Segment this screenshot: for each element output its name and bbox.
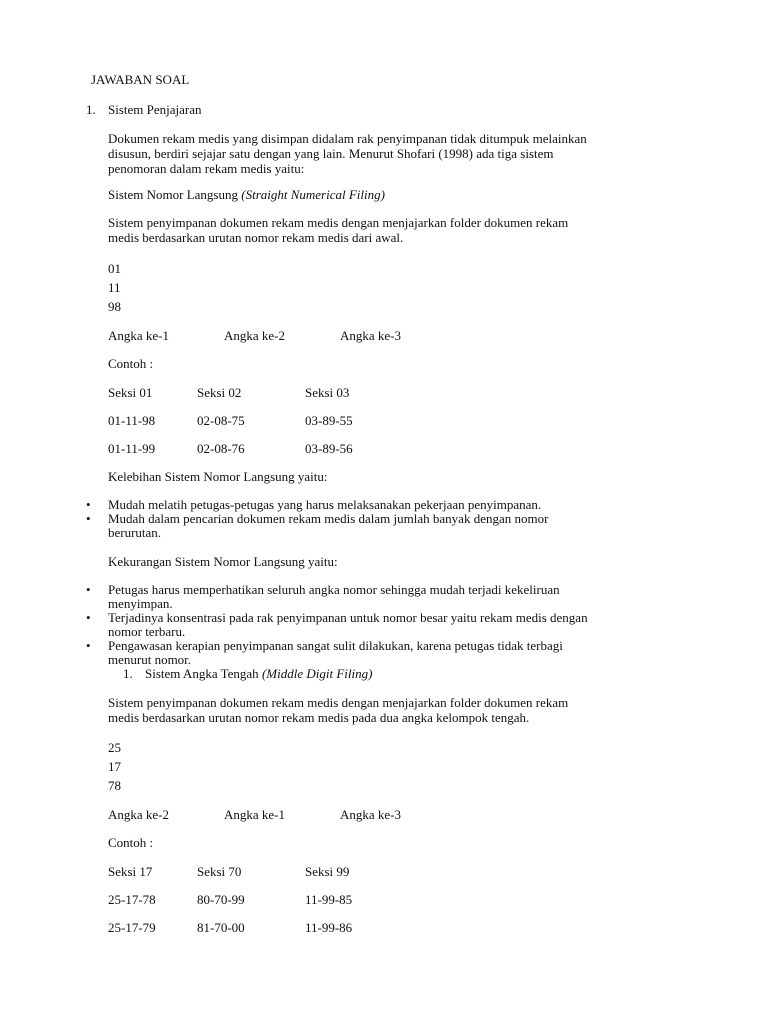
digit-label: Angka ke-2: [224, 328, 286, 343]
subsection-heading-italic: (Straight Numerical Filing): [241, 187, 385, 202]
section-heading: [145, 666, 372, 681]
table-header-cell: Seksi 70: [197, 864, 242, 879]
digit-label: Angka ke-3: [340, 328, 402, 343]
disadvantage-item-continued: menyimpan.: [108, 596, 173, 611]
disadvantage-item: Petugas harus memperhatikan seluruh angka nomor sehingga mudah terjadi kekeliruan: [108, 582, 560, 597]
table-cell: 01-11-99: [108, 441, 156, 456]
table-cell: 25-17-78: [108, 892, 156, 907]
subsection-heading-text: Sistem Nomor Langsung: [108, 187, 242, 202]
table-header-cell: Seksi 02: [197, 385, 242, 400]
example-label: Contoh :: [108, 835, 154, 850]
table-cell: 11-99-85: [305, 892, 353, 907]
description-line: Sistem penyimpanan dokumen rekam medis dengan menjajarkan folder dokumen rekam: [108, 695, 569, 710]
digit-group: 01: [108, 261, 121, 276]
description-line: Sistem penyimpanan dokumen rekam medis dengan menjajarkan folder dokumen rekam: [108, 215, 569, 230]
table-cell: 03-89-55: [305, 413, 353, 428]
table-header-cell: Seksi 01: [108, 385, 153, 400]
advantages-heading: Kelebihan Sistem Nomor Langsung yaitu:: [108, 469, 328, 484]
digit-label: Angka ke-1: [224, 807, 286, 822]
section-number: 1.: [86, 102, 96, 117]
intro-line: disusun, berdiri sejajar satu dengan yang lain. Menurut Shofari (1998) ada tiga sistem: [108, 146, 554, 161]
table-cell: 02-08-75: [197, 413, 245, 428]
table-header-cell: Seksi 99: [305, 864, 350, 879]
table-cell: 02-08-76: [197, 441, 245, 456]
digit-group: 25: [108, 740, 121, 755]
digit-group: 98: [108, 299, 121, 314]
advantage-item: Mudah dalam pencarian dokumen rekam medis dalam jumlah banyak dengan nomor: [108, 511, 549, 526]
digit-group: 78: [108, 778, 121, 793]
disadvantage-item: Pengawasan kerapian penyimpanan sangat sulit dilakukan, karena petugas tidak terbagi: [108, 638, 563, 653]
section-heading-italic: (Middle Digit Filing): [261, 666, 373, 681]
table-header-cell: Seksi 03: [305, 385, 350, 400]
bullet-icon: •: [86, 638, 91, 653]
intro-line: Dokumen rekam medis yang disimpan didalam rak penyimpanan tidak ditumpuk melainkan: [108, 131, 587, 146]
digit-label: Angka ke-3: [340, 807, 402, 822]
bullet-icon: •: [86, 582, 91, 597]
table-cell: 25-17-79: [108, 920, 156, 935]
advantage-item: Mudah melatih petugas-petugas yang harus melaksanakan pekerjaan penyimpanan.: [108, 497, 542, 512]
bullet-icon: •: [86, 610, 91, 625]
digit-label: Angka ke-1: [108, 328, 170, 343]
description-line: medis berdasarkan urutan nomor rekam medis pada dua angka kelompok tengah.: [108, 710, 530, 725]
disadvantages-heading: Kekurangan Sistem Nomor Langsung yaitu:: [108, 554, 338, 569]
digit-label: Angka ke-2: [108, 807, 170, 822]
example-label: Contoh :: [108, 356, 154, 371]
document-title: JAWABAN SOAL: [91, 72, 190, 87]
table-header-cell: Seksi 17: [108, 864, 153, 879]
advantage-item-continued: berurutan.: [108, 525, 162, 540]
disadvantage-item-continued: menurut nomor.: [108, 652, 192, 667]
section-heading-text: Sistem Angka Tengah: [145, 666, 262, 681]
digit-group: 17: [108, 759, 121, 774]
table-cell: 01-11-98: [108, 413, 156, 428]
table-cell: 80-70-99: [197, 892, 245, 907]
bullet-icon: •: [86, 497, 91, 512]
disadvantage-item: Terjadinya konsentrasi pada rak penyimpanan untuk nomor besar yaitu rekam medis dengan: [108, 610, 588, 625]
table-cell: 81-70-00: [197, 920, 245, 935]
intro-line: penomoran dalam rekam medis yaitu:: [108, 161, 305, 176]
description-line: medis berdasarkan urutan nomor rekam medis dari awal.: [108, 230, 404, 245]
bullet-icon: •: [86, 511, 91, 526]
table-cell: 11-99-86: [305, 920, 353, 935]
section-number: 1.: [123, 666, 133, 681]
subsection-heading: [108, 187, 385, 202]
table-cell: 03-89-56: [305, 441, 353, 456]
section-heading: Sistem Penjajaran: [108, 102, 202, 117]
disadvantage-item-continued: nomor terbaru.: [108, 624, 186, 639]
digit-group: 11: [108, 280, 121, 295]
